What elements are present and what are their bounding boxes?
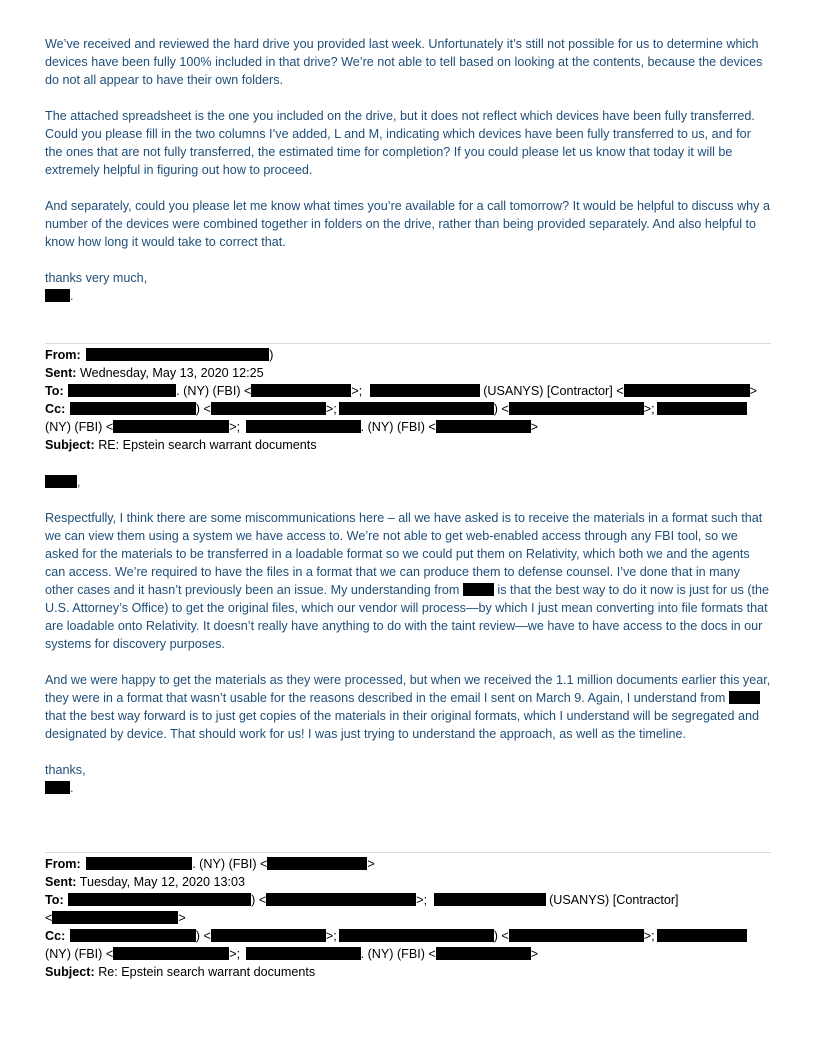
redaction-block <box>339 929 494 942</box>
to-line-continued: < > <box>45 911 186 925</box>
redaction-block <box>436 420 531 433</box>
redaction-block <box>463 583 494 596</box>
redaction-block <box>113 947 229 960</box>
subject-line: Subject: RE: Epstein search warrant documents <box>45 438 317 452</box>
redaction-block <box>86 857 192 870</box>
email-body-1 <box>45 35 771 305</box>
separator <box>45 852 771 853</box>
redaction-block <box>251 384 351 397</box>
redaction-block <box>266 893 416 906</box>
redaction-block <box>113 420 229 433</box>
redaction-block <box>729 691 760 704</box>
closing: thanks, <box>45 763 86 777</box>
redaction-block <box>657 402 747 415</box>
redaction-block <box>246 947 361 960</box>
redaction-block <box>45 781 70 794</box>
email-header-1 <box>45 346 771 454</box>
redaction-block <box>624 384 750 397</box>
subject-line: Subject: Re: Epstein search warrant documents <box>45 965 316 979</box>
signature: . <box>45 779 771 797</box>
redaction-block <box>657 929 747 942</box>
redaction-block <box>509 402 644 415</box>
redaction-block <box>70 402 196 415</box>
redaction-block <box>267 857 367 870</box>
paragraph: And separately, could you please let me know what times you’re available for a call tomorrow? It would be helpful to discuss why a number of the devices were combined together in folders on the drive, rather than being provided separately. And also helpful to know how long it would take to correct that. <box>45 199 770 249</box>
redaction-block <box>45 475 77 488</box>
paragraph: Respectfully, I think there are some miscommunications here – all we have asked is to receive the materials in a format such that we can view them using a system we have access to. We’re not able to get web-enabled access through any FBI tool, so we asked for the materials to be transferred in a loadable format so we could put them on Relativity, which both we and the agents can access. We’re required to have the files in a format that we can produce them to defense counsel. I’ve done that in many other cases and it hasn’t previously been an issue. My understanding from is that the best way to do it now is just for us (the U.S. Attorney’s Office) to get the original files, which our vendor will process—by which I just mean converting into file formats that are loadable onto Relativity. It doesn’t really have anything to do with the taint review—we have to have access to the docs in our systems for discovery purposes. <box>45 511 770 651</box>
redaction-block <box>211 402 326 415</box>
closing: thanks very much, <box>45 271 148 285</box>
cc-line-continued: (NY) (FBI) < >; . (NY) (FBI) < > <box>45 420 539 434</box>
redaction-block <box>370 384 480 397</box>
signature: . <box>45 287 771 305</box>
redaction-block <box>68 893 251 906</box>
redaction-block <box>68 384 176 397</box>
cc-line-continued: (NY) (FBI) < >; . (NY) (FBI) < > <box>45 947 539 961</box>
redaction-block <box>211 929 326 942</box>
sent-line: Sent: Tuesday, May 12, 2020 13:03 <box>45 875 245 889</box>
redaction-block <box>246 420 361 433</box>
email-body-2 <box>45 473 771 797</box>
redaction-block <box>70 929 196 942</box>
paragraph: And we were happy to get the materials as they were processed, but when we received the 1.1 million documents earlier this year, they were in a format that wasn’t usable for the reasons described in the email I sent on March 9. Again, I understand from that the best way forward is to just get copies of the materials in their original formats, which I understand will be segregated and designated by device. That should work for us! I was just trying to understand the approach, as well as the timeline. <box>45 673 771 741</box>
from-line: From: ) <box>45 348 274 362</box>
cc-line: Cc: ) < >; ) < >; <box>45 400 771 418</box>
paragraph: The attached spreadsheet is the one you included on the drive, but it does not reflect which devices have been fully transferred. Could you please fill in the two columns I’ve added, L and M, indicating which devices have been fully transferred to us, and for the ones that are not fully transferred, the estimated time for completion? If you could please let us know that today it will be extremely helpful in figuring out how to proceed. <box>45 109 755 177</box>
redaction-block <box>339 402 494 415</box>
redaction-block <box>434 893 546 906</box>
paragraph: We’ve received and reviewed the hard drive you provided last week. Unfortunately it’s still not possible for us to determine which devices have been fully 100% included in that drive? We’re not able to tell based on looking at the contents, because the devices do not all appear to have their own folders. <box>45 37 763 87</box>
sent-line: Sent: Wednesday, May 13, 2020 12:25 <box>45 366 264 380</box>
redaction-block <box>45 289 70 302</box>
to-line: To: . (NY) (FBI) < >; (USANYS) [Contractor] < > <box>45 384 757 398</box>
greeting: , <box>45 473 771 491</box>
cc-line: Cc: ) < >; ) < >; <box>45 927 771 945</box>
from-line: From: . (NY) (FBI) < > <box>45 857 375 871</box>
redaction-block <box>436 947 531 960</box>
redaction-block <box>86 348 269 361</box>
separator <box>45 343 771 344</box>
email-header-2 <box>45 855 771 981</box>
redaction-block <box>52 911 178 924</box>
redaction-block <box>509 929 644 942</box>
to-line: To: ) < >; (USANYS) [Contractor] <box>45 893 679 907</box>
